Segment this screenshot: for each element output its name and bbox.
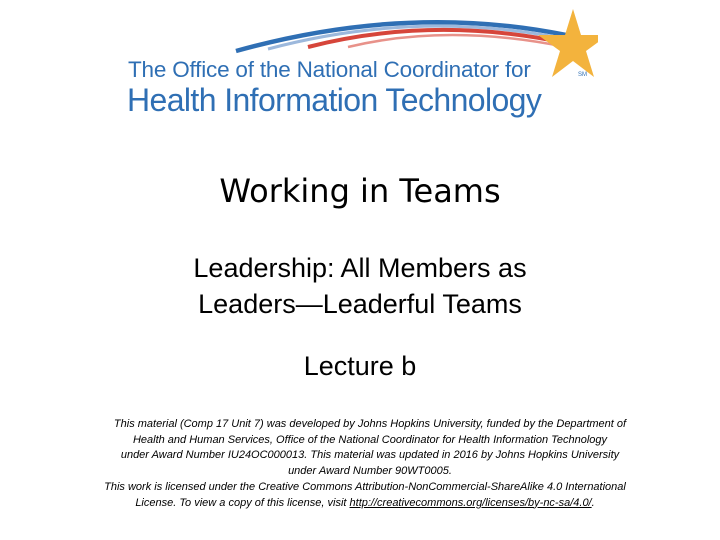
- credits-text: [80, 417, 660, 479]
- license-link[interactable]: http://creativecommons.org/licenses/by-nc-sa/4.0/: [349, 496, 592, 509]
- onc-logo: [118, 5, 598, 125]
- logo-line1: The Office of the National Coordinator for: [128, 57, 531, 82]
- service-mark: SM: [578, 72, 587, 78]
- credits-line4: under Award Number 90WT0005.: [288, 464, 452, 477]
- subtitle-line1: Leadership: All Members as: [193, 253, 527, 283]
- license-suffix: .: [591, 496, 595, 509]
- slide-subtitle: [0, 250, 720, 322]
- license-text: [70, 480, 660, 511]
- credits-line2: Health and Human Services, Office of the National Coordinator for Health Information Technology: [132, 433, 608, 446]
- credits-line1: This material (Comp 17 Unit 7) was developed by Johns Hopkins University, funded by the Department of: [113, 418, 627, 430]
- license-line1: This work is licensed under the Creative Commons Attribution-NonCommercial-ShareAlike 4.0 International: [104, 481, 626, 493]
- credits-line3: under Award Number IU24OC000013. This material was updated in 2016 by Johns Hopkins University: [120, 449, 620, 461]
- subtitle-line2: Leaders—Leaderful Teams: [198, 289, 522, 319]
- license-line2: [70, 496, 660, 512]
- license-prefix: License. To view a copy of this license, visit: [135, 496, 350, 509]
- slide-title: Working in Teams: [219, 172, 501, 210]
- lecture-label: Lecture b: [303, 351, 417, 381]
- logo-line2: Health Information Technology: [127, 82, 542, 118]
